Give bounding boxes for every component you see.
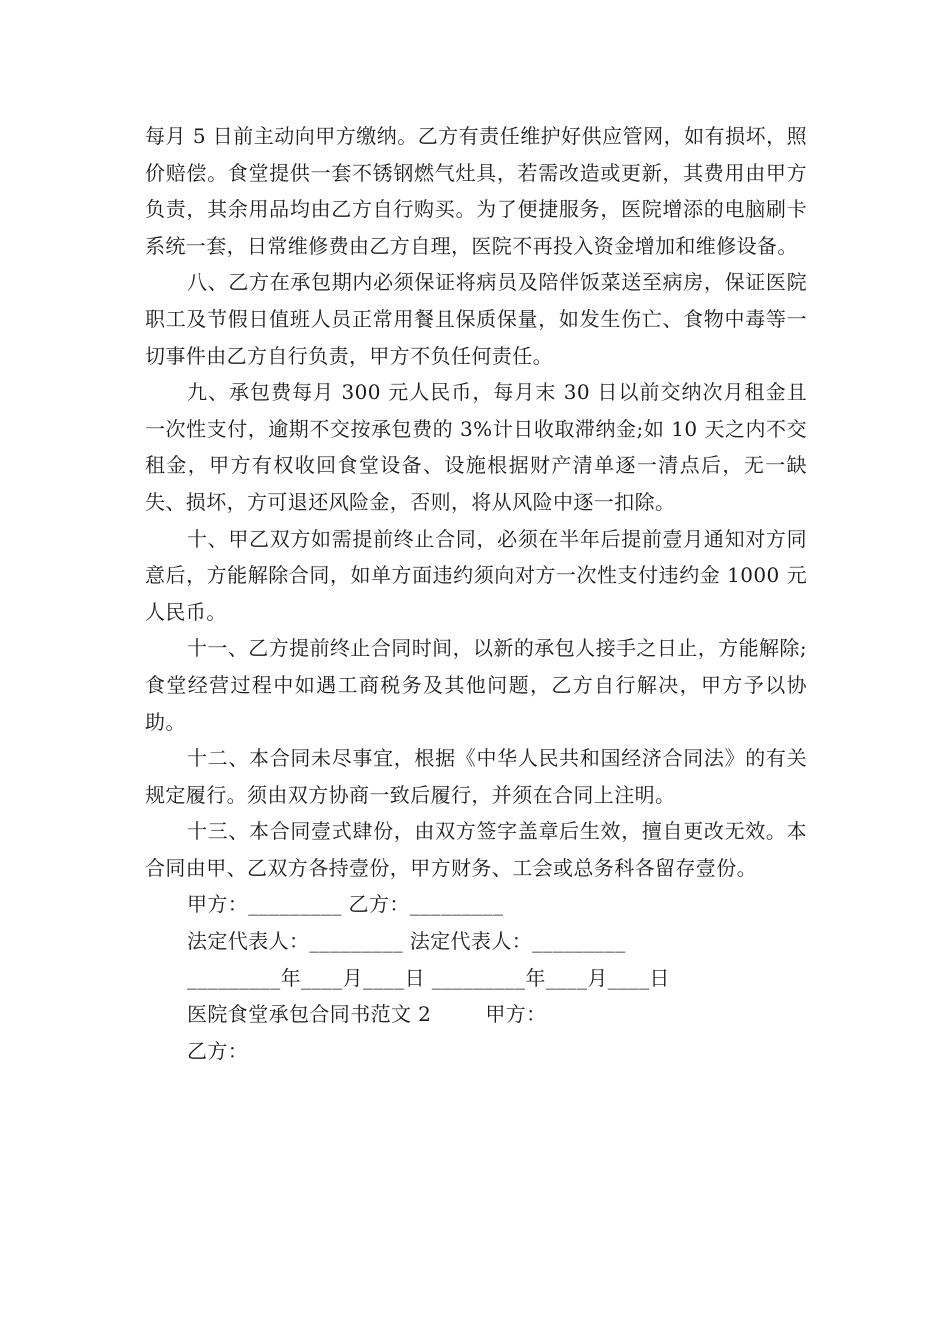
document-page xyxy=(145,118,807,1069)
paragraph-clause-8: 八、乙方在承包期内必须保证将病员及陪伴饭菜送至病房，保证医院职工及节假日值班人员正常用餐且保质保量，如发生伤亡、食物中毒等一切事件由乙方自行负责，甲方不负任何责任。 xyxy=(145,270,807,368)
paragraph-continuation: 每月 5 日前主动向甲方缴纳。乙方有责任维护好供应管网，如有损坏，照价赔偿。食堂提供一套不锈钢燃气灶具，若需改造或更新，其费用由甲方负责，其余用品均由乙方自行购买。为了便捷服务，医院增添的电脑刷卡系统一套，日常维修费由乙方自理，医院不再投入资金增加和维修设备。 xyxy=(145,124,807,258)
signature-dates-line: _________年____月____日 _________年____月____日 xyxy=(187,965,670,990)
paragraph-clause-10: 十、甲乙双方如需提前终止合同，必须在半年后提前壹月通知对方同意后，方能解除合同，如单方面违约须向对方一次性支付违约金 1000 元人民币。 xyxy=(145,526,807,624)
signature-representatives-line: 法定代表人：_________ 法定代表人：_________ xyxy=(187,929,626,954)
party-b-line: 乙方： xyxy=(187,1038,249,1063)
signature-parties-line: 甲方：_________ 乙方：_________ xyxy=(187,892,504,917)
paragraph-clause-13: 十三、本合同壹式肆份，由双方签字盖章后生效，擅自更改无效。本合同由甲、乙双方各持壹份，甲方财务、工会或总务科各留存壹份。 xyxy=(145,819,807,880)
paragraph-clause-11: 十一、乙方提前终止合同时间，以新的承包人接手之日止，方能解除;食堂经营过程中如遇工商税务及其他问题，乙方自行解决，甲方予以协助。 xyxy=(145,636,807,734)
paragraph-clause-9: 九、承包费每月 300 元人民币，每月末 30 日以前交纳次月租金且一次性支付，逾期不交按承包费的 3%计日收取滞纳金;如 10 天之内不交租金，甲方有权收回食堂设备、设施根据财产清单逐一清点后，无一缺失、损坏，方可退还风险金，否则，将从风险中逐一扣除。 xyxy=(145,380,807,514)
paragraph-clause-12: 十二、本合同未尽事宜，根据《中华人民共和国经济合同法》的有关规定履行。须由双方协商一致后履行，并须在合同上注明。 xyxy=(145,746,807,807)
next-contract-title: 医院食堂承包合同书范文 2 甲方： xyxy=(187,1002,547,1027)
